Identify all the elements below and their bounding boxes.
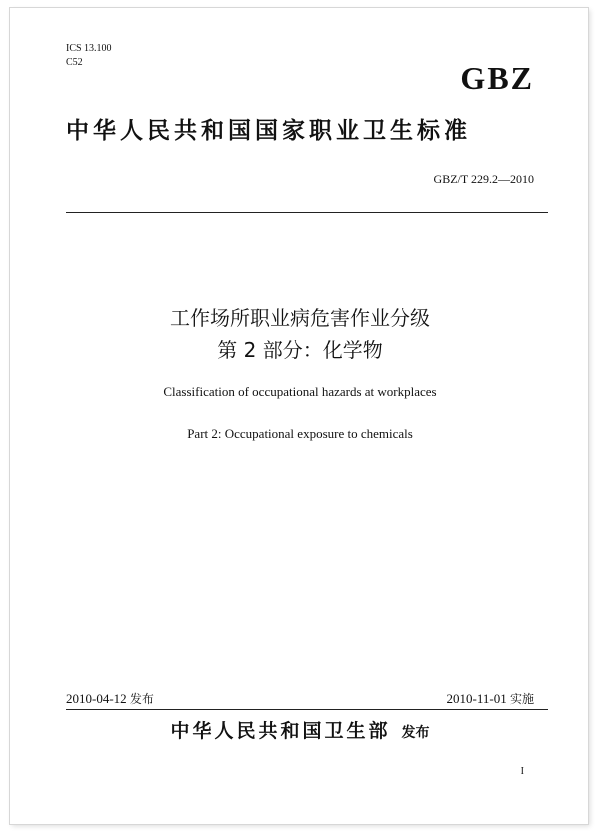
page-number: I <box>520 766 524 777</box>
implement-label: 实施 <box>509 692 534 706</box>
ics-code: ICS 13.100 <box>66 43 112 54</box>
header-divider <box>66 212 548 213</box>
issuer-name: 中华人民共和国卫生部 <box>170 720 391 742</box>
classification-codes <box>66 42 112 70</box>
implement-date-block <box>447 690 534 707</box>
implement-date: 2010-11-01 <box>446 691 507 706</box>
issue-date-block <box>66 690 154 707</box>
document-title-zh-line1: 工作场所职业病危害作业分级 <box>170 306 430 330</box>
ccs-code: C52 <box>66 57 83 68</box>
footer-divider <box>66 709 548 710</box>
standard-number: GBZ/T 229.2—2010 <box>433 172 534 186</box>
document-title-en-line2: Part 2: Occupational exposure to chemicals <box>187 426 413 441</box>
issuer-verb: 发布 <box>401 725 430 741</box>
issue-label: 发布 <box>129 692 154 706</box>
issue-date: 2010-04-12 <box>66 691 127 706</box>
document-title-zh-line2: 第 2 部分：化学物 <box>217 338 383 362</box>
issuer-block <box>0 716 600 743</box>
standard-logo: GBZ <box>460 60 534 96</box>
standard-body-title: 中华人民共和国国家职业卫生标准 <box>66 118 471 144</box>
document-title-en-line1: Classification of occupational hazards at workplaces <box>163 384 437 399</box>
